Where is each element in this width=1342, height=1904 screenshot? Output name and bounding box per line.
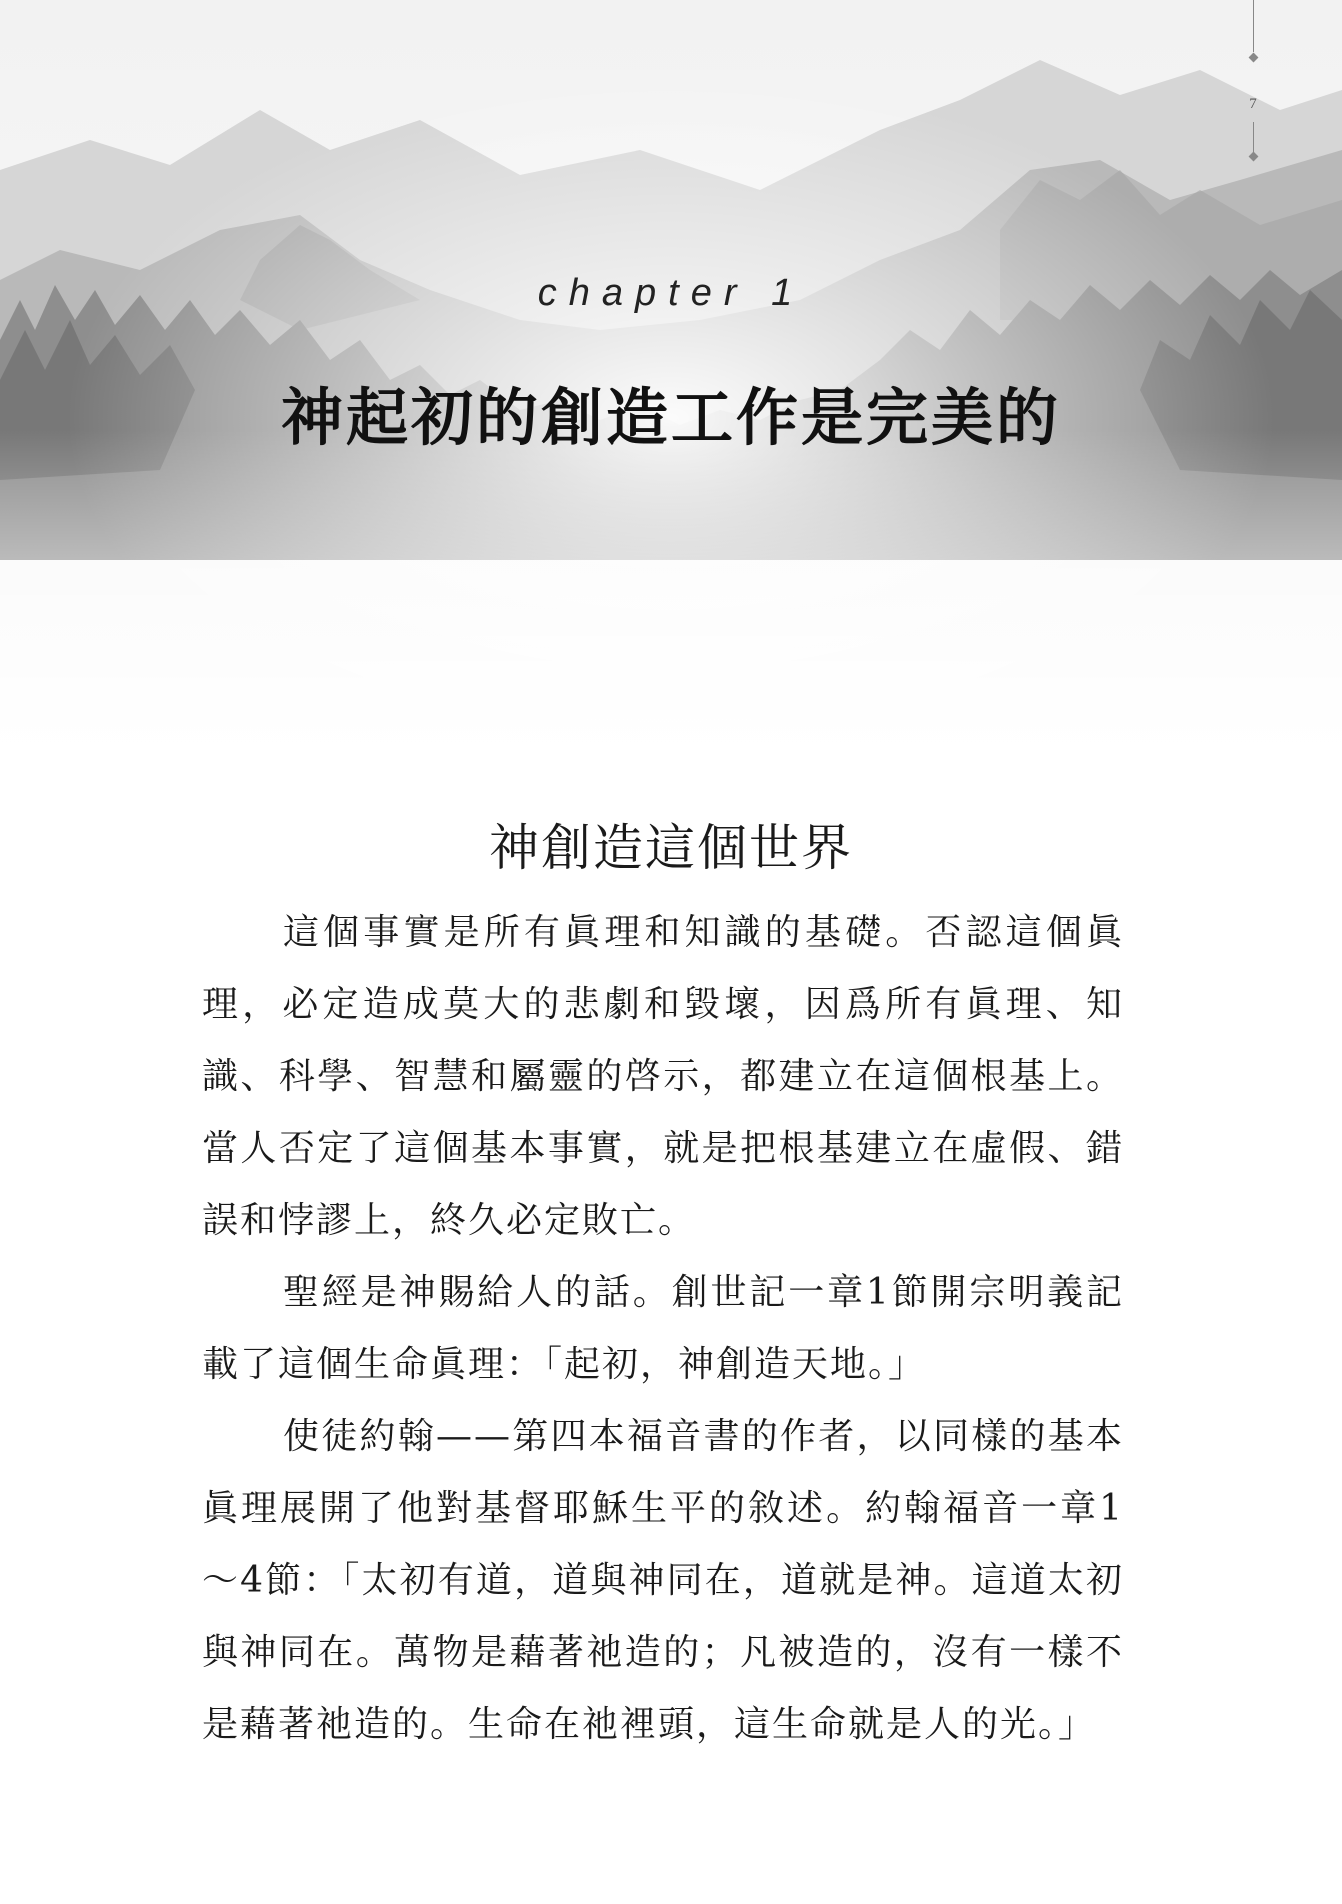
paragraph: 聖經是神賜給人的話。創世記一章1節開宗明義記載了這個生命眞理：「起初，神創造天地。」 — [202, 1272, 1124, 1385]
marker-diamond-bottom — [1249, 152, 1259, 162]
section-heading: 神創造這個世界 — [489, 819, 853, 877]
chapter-title: 神起初的創造工作是完美的 — [280, 381, 1061, 454]
paragraph: 使徒約翰——第四本福音書的作者，以同樣的基本眞理展開了他對基督耶穌生平的敘述。約翰福音一章1～4節：「太初有道，道與神同在，道就是神。這道太初與神同在。萬物是藉著祂造的；凡被造的，沒有一樣不是藉著祂造的。生命在祂裡頭，這生命就是人的光。」 — [202, 1416, 1124, 1745]
chapter-label: chapter 1 — [537, 272, 805, 314]
body-text — [202, 897, 1124, 1761]
paragraph: 這個事實是所有眞理和知識的基礎。否認這個眞理，必定造成莫大的悲劇和毀壞，因爲所有眞理、知識、科學、智慧和屬靈的啓示，都建立在這個根基上。當人否定了這個基本事實，就是把根基建立在虛假、錯誤和悖謬上，終久必定敗亡。 — [202, 912, 1124, 1241]
marker-diamond-top — [1249, 53, 1259, 63]
page-number: 7 — [1249, 96, 1257, 112]
marker-line-bottom — [1253, 122, 1254, 154]
page-marker-ornament — [1244, 0, 1264, 170]
marker-line-top — [1253, 0, 1254, 52]
